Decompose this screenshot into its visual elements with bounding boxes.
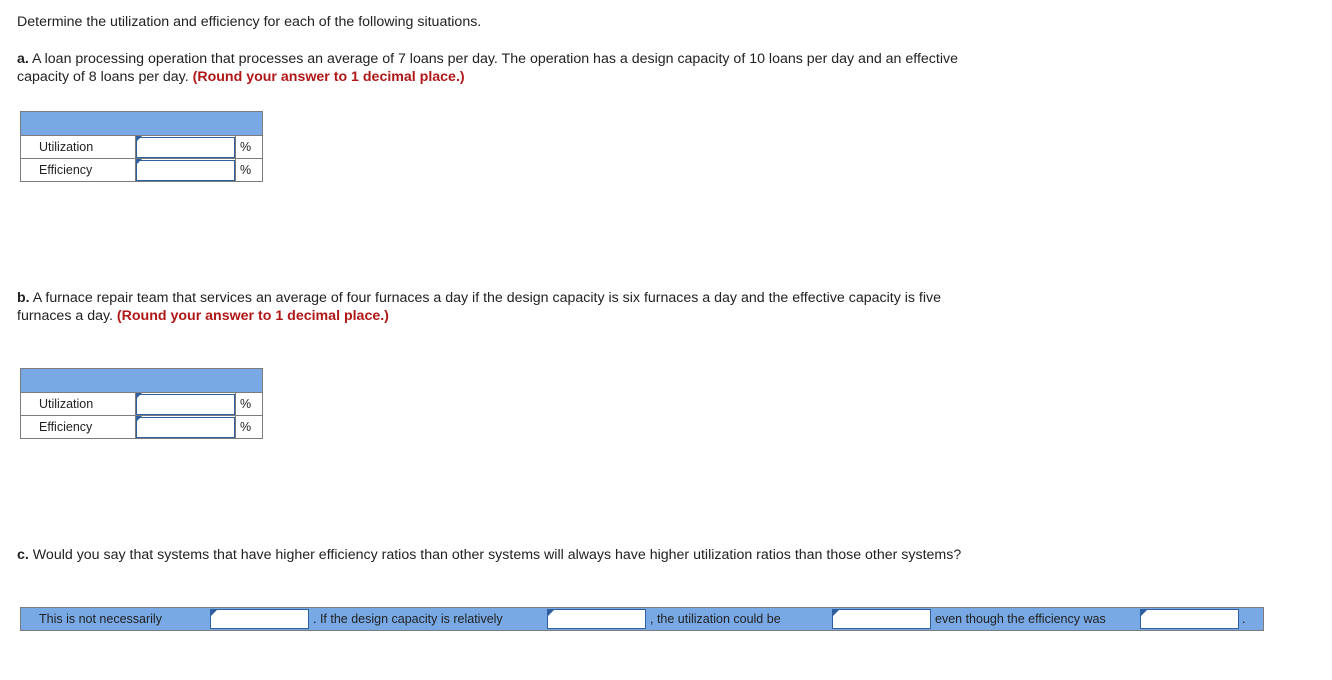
dropdown-2[interactable] [547,609,646,629]
input-flag-icon [136,159,142,165]
row-label: Utilization [21,136,136,159]
answer-table-b [20,368,263,439]
dropdown-1[interactable] [210,609,309,629]
question-a [17,50,977,86]
question-c-label: c. [17,547,29,563]
dropdown-3[interactable] [832,609,931,629]
segment-text: even though the efficiency was [935,612,1106,626]
input-flag-icon [211,610,217,616]
unit-label: % [236,416,263,439]
efficiency-input-a[interactable] [136,160,235,181]
input-flag-icon [833,610,839,616]
table-row [21,159,263,182]
question-b-label: b. [17,290,30,306]
answer-table-a [20,111,263,182]
dropdown-4[interactable] [1140,609,1239,629]
efficiency-input-b[interactable] [136,417,235,438]
input-flag-icon [136,393,142,399]
utilization-input-b[interactable] [136,394,235,415]
utilization-input-a[interactable] [136,137,235,158]
table-row [21,393,263,416]
table-row [21,136,263,159]
table-header [21,369,263,393]
segment-text: , the utilization could be [650,612,781,626]
row-label: Efficiency [21,159,136,182]
instructions: Determine the utilization and efficiency for each of the following situations. [17,14,482,30]
table-header [21,112,263,136]
question-c-text: Would you say that systems that have higher efficiency ratios than other systems will always have higher utilization ratios than those other systems? [32,547,962,563]
question-a-text: A loan processing operation that processes an average of 7 loans per day. The operation has a design capacity of 10 loans per day and an effective capacity of 8 loans per day. [17,51,958,85]
question-b-note: (Round your answer to 1 decimal place.) [116,308,389,324]
row-label: Utilization [21,393,136,416]
unit-label: % [236,136,263,159]
answer-row-c [20,607,1264,631]
input-flag-icon [136,136,142,142]
input-flag-icon [136,416,142,422]
unit-label: % [236,159,263,182]
table-row [21,416,263,439]
row-label: Efficiency [21,416,136,439]
question-b [17,289,977,325]
segment-text: . [1242,612,1246,626]
question-a-note: (Round your answer to 1 decimal place.) [192,69,465,85]
input-flag-icon [1141,610,1147,616]
question-c [17,546,977,564]
unit-label: % [236,393,263,416]
segment-text: This is not necessarily [39,612,162,626]
question-a-label: a. [17,51,29,67]
segment-text: . If the design capacity is relatively [313,612,503,626]
input-flag-icon [548,610,554,616]
question-b-text: A furnace repair team that services an average of four furnaces a day if the design capacity is six furnaces a day and the effective capacity is five furnaces a day. [17,290,942,324]
